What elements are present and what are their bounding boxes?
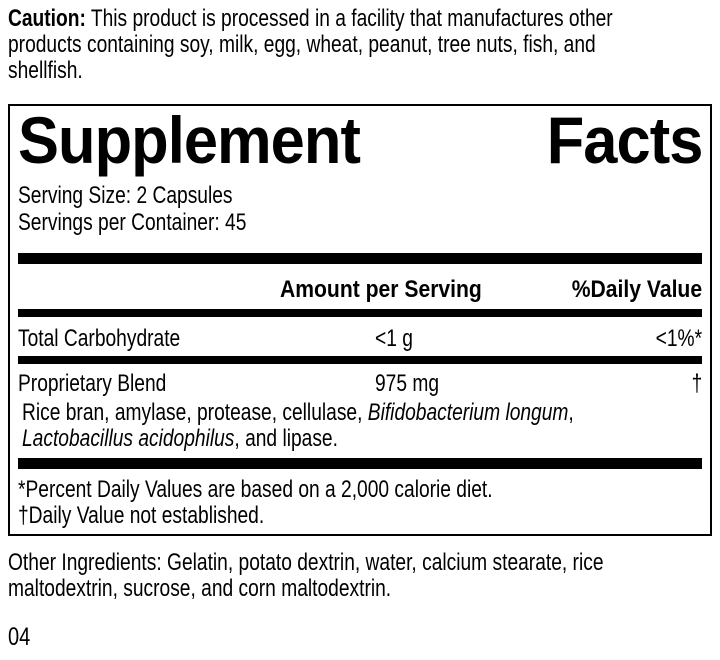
nutrient-name: Proprietary Blend <box>18 370 167 397</box>
daily-value-header: %Daily Value <box>571 276 702 303</box>
caution-line-1-text: This product is processed in a facility that manufactures other <box>85 5 613 32</box>
caution-line-2 <box>8 32 712 58</box>
daily-value-cell <box>644 326 702 352</box>
divider-bar-medium-1 <box>18 309 702 317</box>
supplement-label-page <box>0 6 720 660</box>
page-number-text: 04 <box>8 623 31 651</box>
blend-description-line-1 <box>22 400 702 426</box>
blend-desc-tail-2: , and lipase. <box>234 425 338 452</box>
serving-size-line <box>18 182 702 209</box>
blend-description-line-2 <box>22 426 702 452</box>
daily-value-cell <box>689 371 702 397</box>
proprietary-blend-description <box>22 400 702 452</box>
daily-value-value: <1%* <box>655 325 702 352</box>
amount-value: 975 mg <box>375 370 440 397</box>
footnote-daily-value-not-established <box>18 503 702 529</box>
blend-desc-species-1: Bifidobacterium longum <box>367 399 569 426</box>
table-row-total-carbohydrate <box>18 326 702 352</box>
serving-size-text: Serving Size: 2 Capsules <box>18 182 233 209</box>
blend-desc-species-2: Lactobacillus acidophilus <box>22 425 235 452</box>
blend-desc-regular: Rice bran, amylase, protease, cellulase, <box>22 399 368 426</box>
amount-per-serving-header-cell <box>280 277 509 303</box>
footnote-2-text: †Daily Value not established. <box>18 502 265 529</box>
daily-value-header-cell <box>554 277 702 303</box>
blend-desc-tail-1: , <box>568 399 574 426</box>
dagger-symbol: † <box>691 370 702 397</box>
servings-per-container-line <box>18 209 702 236</box>
supplement-facts-panel <box>8 104 712 536</box>
amount-per-serving-header: Amount per Serving <box>280 276 482 303</box>
divider-bar-thick-bottom <box>18 458 702 469</box>
caution-line-3 <box>8 58 712 84</box>
footnotes <box>18 477 702 529</box>
supplement-facts-title <box>18 104 702 177</box>
page-number <box>8 624 712 650</box>
servings-per-container-text: Servings per Container: 45 <box>18 209 247 236</box>
other-ingredients-line-2 <box>8 576 712 602</box>
title-word-supplement: Supplement <box>18 104 360 177</box>
caution-line-1 <box>8 6 712 32</box>
table-row-proprietary-blend <box>18 371 702 397</box>
footnote-1-text: *Percent Daily Values are based on a 2,000 calorie diet. <box>18 476 493 503</box>
footnote-percent-daily-value <box>18 477 702 503</box>
other-ingredients-line-1 <box>8 550 712 576</box>
caution-line-2-text: products containing soy, milk, egg, wheat, peanut, tree nuts, fish, and <box>8 31 596 58</box>
amount-cell <box>375 371 455 397</box>
caution-label: Caution: <box>8 5 86 32</box>
divider-bar-medium-2 <box>18 356 702 364</box>
other-ingredients-line-2-text: maltodextrin, sucrose, and corn maltodextrin. <box>8 575 392 602</box>
divider-bar-thick-top <box>18 253 702 264</box>
title-word-facts: Facts <box>546 104 702 177</box>
table-header-row <box>18 277 702 303</box>
caution-paragraph <box>8 6 712 84</box>
caution-line-3-text: shellfish. <box>8 57 83 84</box>
amount-cell <box>375 326 422 352</box>
other-ingredients-paragraph <box>8 550 712 602</box>
nutrient-name: Total Carbohydrate <box>18 325 181 352</box>
amount-value: <1 g <box>375 325 413 352</box>
other-ingredients-line-1-text: Other Ingredients: Gelatin, potato dextrin, water, calcium stearate, rice <box>8 549 604 576</box>
